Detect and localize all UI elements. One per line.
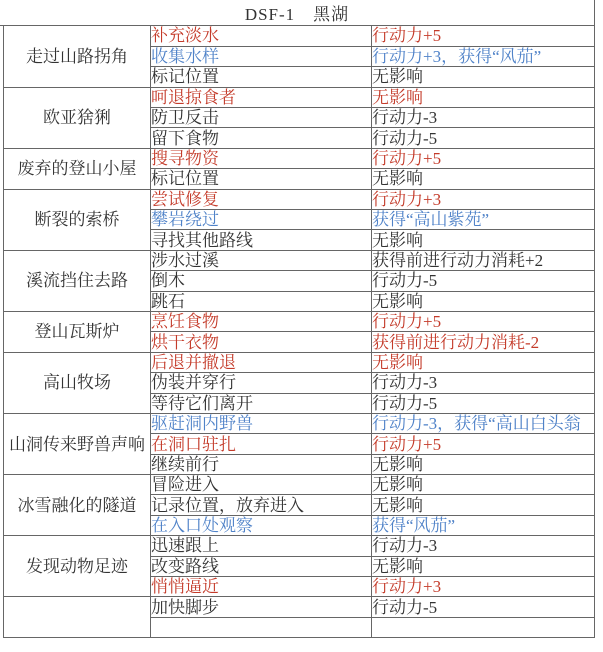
action-cell: 悄悄逼近 (151, 577, 372, 597)
location-cell-9: 发现动物足迹 (4, 536, 151, 597)
table-row (4, 413, 595, 433)
effect-cell: 行动力-5 (372, 271, 595, 291)
effect-cell: 行动力+3 (372, 189, 595, 209)
location-cell-6: 高山牧场 (4, 352, 151, 413)
action-cell: 倒木 (151, 271, 372, 291)
page-title: DSF-1 黑湖 (0, 0, 595, 26)
effect-cell: 行动力-3，获得“高山白头翁 (372, 413, 595, 433)
table-row (4, 352, 595, 372)
action-cell: 驱赶洞内野兽 (151, 413, 372, 433)
action-cell: 涉水过溪 (151, 250, 372, 270)
effect-cell: 获得“高山紫苑” (372, 210, 595, 230)
effect-cell: 获得“风茄” (372, 515, 595, 535)
location-cell-0: 走过山路拐角 (4, 26, 151, 87)
action-cell (151, 617, 372, 637)
action-cell: 呵退掠食者 (151, 87, 372, 107)
location-cell-1: 欧亚猞猁 (4, 87, 151, 148)
action-cell: 迅速跟上 (151, 536, 372, 556)
action-cell: 记录位置，放弃进入 (151, 495, 372, 515)
effect-cell: 无影响 (372, 169, 595, 189)
table-row (4, 148, 595, 168)
location-cell-10 (4, 597, 151, 637)
effect-cell: 行动力+3 (372, 577, 595, 597)
action-cell: 在洞口驻扎 (151, 434, 372, 454)
effect-cell: 行动力+5 (372, 434, 595, 454)
table-row (4, 597, 595, 617)
effect-cell: 无影响 (372, 230, 595, 250)
effect-cell: 无影响 (372, 454, 595, 474)
effect-cell: 获得前进行动力消耗-2 (372, 332, 595, 352)
effect-cell: 行动力+3，获得“风茄” (372, 46, 595, 66)
effect-cell: 行动力-3 (372, 373, 595, 393)
table-row (4, 536, 595, 556)
action-cell: 标记位置 (151, 169, 372, 189)
event-table (3, 26, 595, 638)
action-cell: 在入口处观察 (151, 515, 372, 535)
action-cell: 跳石 (151, 291, 372, 311)
action-cell: 烘干衣物 (151, 332, 372, 352)
action-cell: 改变路线 (151, 556, 372, 576)
action-cell: 收集水样 (151, 46, 372, 66)
effect-cell: 无影响 (372, 291, 595, 311)
action-cell: 伪装并穿行 (151, 373, 372, 393)
action-cell: 留下食物 (151, 128, 372, 148)
location-cell-5: 登山瓦斯炉 (4, 311, 151, 352)
effect-cell: 无影响 (372, 556, 595, 576)
action-cell: 搜寻物资 (151, 148, 372, 168)
action-cell: 后退并撤退 (151, 352, 372, 372)
table-row (4, 26, 595, 46)
effect-cell (372, 617, 595, 637)
action-cell: 标记位置 (151, 67, 372, 87)
action-cell: 攀岩绕过 (151, 210, 372, 230)
action-cell: 寻找其他路线 (151, 230, 372, 250)
effect-cell: 行动力+5 (372, 311, 595, 331)
effect-cell: 无影响 (372, 495, 595, 515)
table-row (4, 250, 595, 270)
effect-cell: 无影响 (372, 352, 595, 372)
effect-cell: 行动力-3 (372, 108, 595, 128)
action-cell: 冒险进入 (151, 475, 372, 495)
table-row (4, 87, 595, 107)
table-row (4, 311, 595, 331)
action-cell: 继续前行 (151, 454, 372, 474)
location-cell-8: 冰雪融化的隧道 (4, 475, 151, 536)
effect-cell: 无影响 (372, 87, 595, 107)
effect-cell: 行动力-5 (372, 393, 595, 413)
effect-cell: 行动力+5 (372, 26, 595, 46)
effect-cell: 行动力-3 (372, 536, 595, 556)
action-cell: 等待它们离开 (151, 393, 372, 413)
location-cell-7: 山洞传来野兽声响 (4, 413, 151, 474)
table-row (4, 189, 595, 209)
effect-cell: 获得前进行动力消耗+2 (372, 250, 595, 270)
effect-cell: 无影响 (372, 475, 595, 495)
action-cell: 加快脚步 (151, 597, 372, 617)
action-cell: 防卫反击 (151, 108, 372, 128)
location-cell-4: 溪流挡住去路 (4, 250, 151, 311)
action-cell: 补充淡水 (151, 26, 372, 46)
location-cell-2: 废弃的登山小屋 (4, 148, 151, 189)
action-cell: 烹饪食物 (151, 311, 372, 331)
effect-cell: 行动力-5 (372, 597, 595, 617)
effect-cell: 无影响 (372, 67, 595, 87)
effect-cell: 行动力+5 (372, 148, 595, 168)
table-row (4, 475, 595, 495)
effect-cell: 行动力-5 (372, 128, 595, 148)
location-cell-3: 断裂的索桥 (4, 189, 151, 250)
action-cell: 尝试修复 (151, 189, 372, 209)
